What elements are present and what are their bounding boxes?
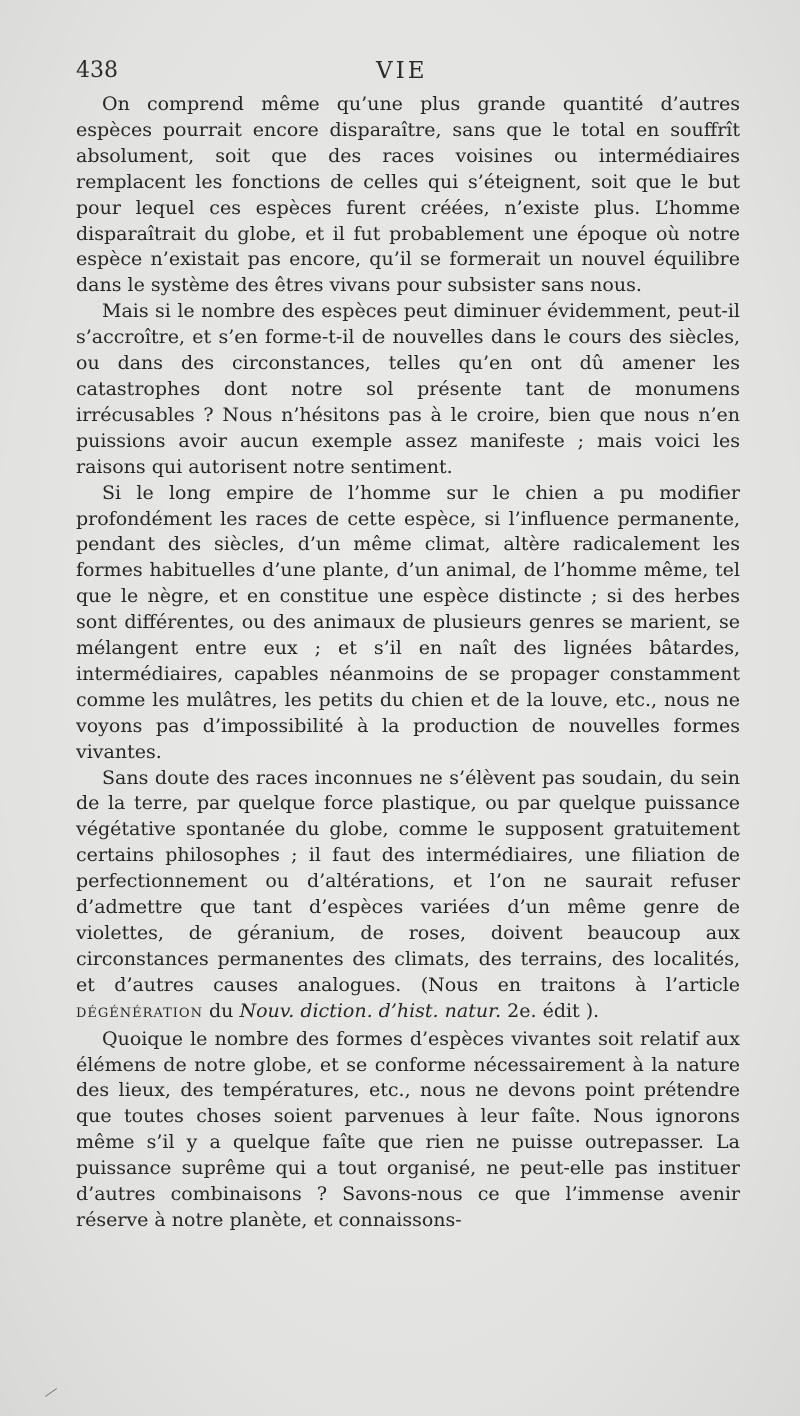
paragraph-4-text-middle: du bbox=[202, 999, 240, 1022]
running-head: VIE bbox=[376, 58, 428, 84]
article-reference: DÉGÉNÉRATION bbox=[76, 1005, 203, 1021]
body-text bbox=[76, 92, 740, 1234]
page-number: 438 bbox=[76, 58, 118, 83]
paragraph-4-text-after: 2e. édit ). bbox=[501, 999, 600, 1022]
paragraph-3: Si le long empire de l’homme sur le chien a pu modifier profondément les races de cette espèce, si l’influence permanente, pendant des siècles, d’un même climat, altère radicalement les formes habituelles d’une plante, d’un animal, de l’homme même, tel que le nègre, et en constitue une espèce distincte ; si des herbes sont différentes, ou des animaux de plusieurs genres se marient, se mélangent entre eux ; et s’il en naît des lignées bâtardes, intermédiaires, capables néanmoins de se propager constamment comme les mulâtres, les petits du chien et de la louve, etc., nous ne voyons pas d’impossibilité à la production de nouvelles formes vivantes. bbox=[76, 481, 740, 763]
paragraph-1: On comprend même qu’une plus grande quantité d’autres espèces pourrait encore disparaître, sans que le total en souffrît absolument, soit que des races voisines ou intermédiaires remplacent les fonctions de celles qui s’éteignent, soit que le but pour lequel ces espèces furent créées, n’existe plus. L’homme disparaîtrait du globe, et il fut probablement une époque où notre espèce n’existait pas encore, qu’il se formerait un nouvel équilibre dans le système des êtres vivans pour subsister sans nous. bbox=[76, 93, 740, 297]
paragraph-2: Mais si le nombre des espèces peut diminuer évidemment, peut-il s’accroître, et s’en forme-t-il de nouvelles dans le cours des siècles, ou dans des circonstances, telles qu’en ont dû amener les catastrophes dont notre sol présente tant de monumens irrécusables ? Nous n’hésitons pas à le croire, bien que nous n’en puissions avoir aucun exemple assez manifeste ; mais voici les raisons qui autorisent notre sentiment. bbox=[76, 300, 740, 478]
paragraph-4 bbox=[76, 766, 740, 1027]
page-header bbox=[76, 58, 736, 88]
stray-pencil-mark bbox=[45, 1388, 57, 1397]
book-title-reference: Nouv. diction. d’hist. natur. bbox=[239, 999, 502, 1022]
paragraph-5: Quoique le nombre des formes d’espèces vivantes soit relatif aux élémens de notre globe, et se conforme nécessairement à la nature des lieux, des températures, etc., nous ne devons point prétendre que toutes choses soient parvenues à leur faîte. Nous ignorons même s’il y a quelque faîte que rien ne puisse outrepasser. La puissance suprême qui a tout organisé, ne peut-elle pas instituer d’autres combinaisons ? Savons-nous ce que l’immense avenir réserve à notre planète, et connaissons- bbox=[76, 1027, 740, 1231]
paragraph-4-text-before: Sans doute des races inconnues ne s’élèvent pas soudain, du sein de la terre, par quelque force plastique, ou par quelque puissance végétative spontanée du globe, comme le supposent gratuitement certains philosophes ; il faut des intermédiaires, une filiation de perfectionnement ou d’altérations, et l’on ne saurait refuser d’admettre que tant d’espèces variées d’un même genre de violettes, de géranium, de roses, doivent beaucoup aux circonstances permanentes des climats, des terrains, des localités, et d’autres causes analogues. (Nous en traitons à l’article bbox=[76, 766, 740, 996]
